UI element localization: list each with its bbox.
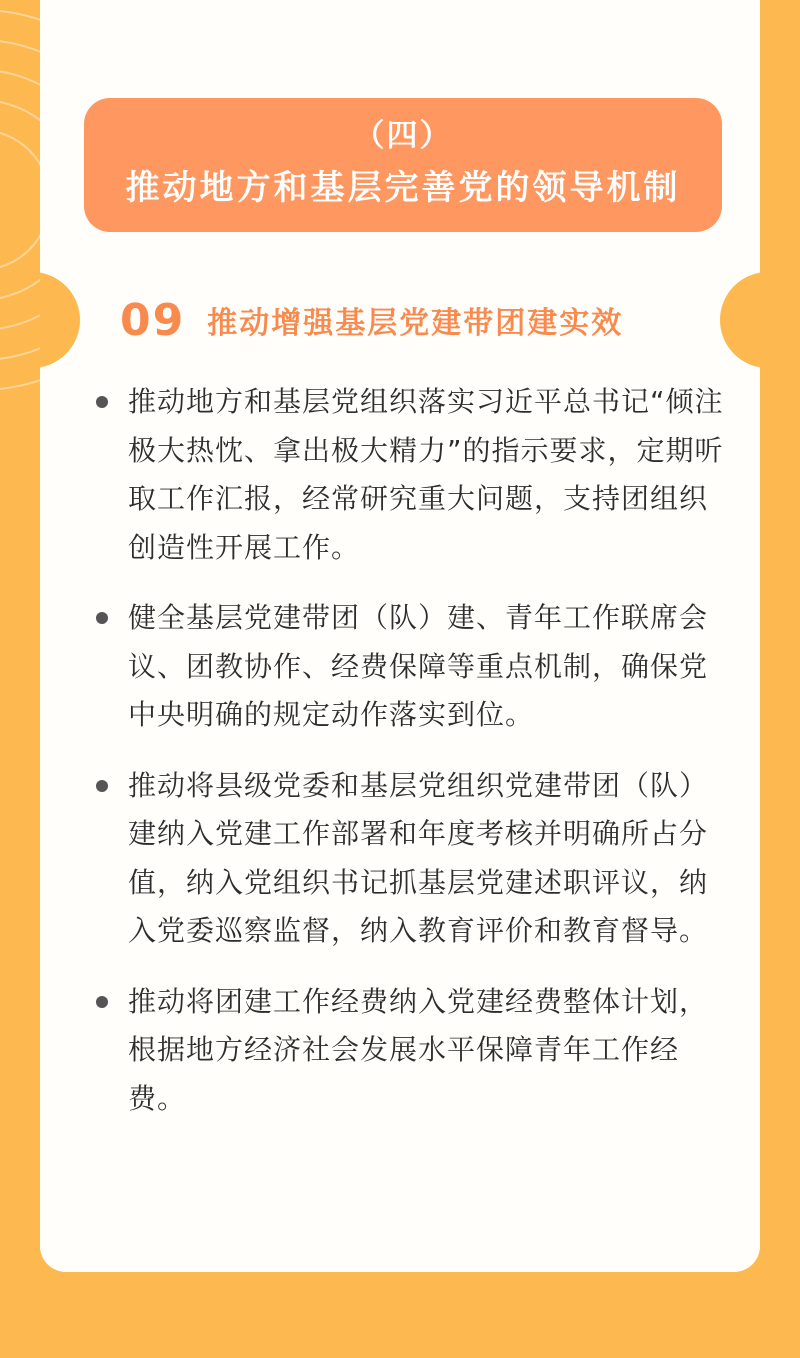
card-notch-left (40, 272, 80, 368)
list-item-text: 推动将团建工作经费纳入党建经费整体计划，根据地方经济社会发展水平保障青年工作经费。 (128, 984, 709, 1115)
list-item (96, 378, 736, 572)
list-item-text: 推动将县级党委和基层党组织党建带团（队）建纳入党建工作部署和年度考核并明确所占分值，纳入党组织书记抓基层党建述职评议，纳入党委巡察监督，纳入教育评价和教育督导。 (128, 768, 709, 947)
bullet-dot-icon (96, 780, 108, 792)
section-banner (84, 98, 722, 232)
bullet-dot-icon (96, 396, 108, 408)
bullet-dot-icon (96, 612, 108, 624)
list-item-text: 健全基层党建带团（队）建、青年工作联席会议、团教协作、经费保障等重点机制，确保党中央明确的规定动作落实到位。 (128, 601, 709, 731)
list-item (96, 762, 736, 956)
bullet-dot-icon (96, 996, 108, 1008)
section-number: 09 (120, 294, 186, 346)
content-card (40, 0, 760, 1272)
section-heading (120, 290, 623, 350)
bullet-list (96, 378, 736, 1145)
section-title: 推动增强基层党建带团建实效 (207, 306, 624, 341)
list-item (96, 594, 736, 740)
card-notch-right (720, 272, 760, 368)
list-item-text: 推动地方和基层党组织落实习近平总书记“倾注极大热忱、拿出极大精力”的指示要求，定期听取工作汇报，经常研究重大问题，支持团组织创造性开展工作。 (128, 385, 724, 564)
banner-part-number: （四） (353, 118, 453, 154)
list-item (96, 978, 736, 1124)
banner-title: 推动地方和基层完善党的领导机制 (125, 168, 681, 208)
